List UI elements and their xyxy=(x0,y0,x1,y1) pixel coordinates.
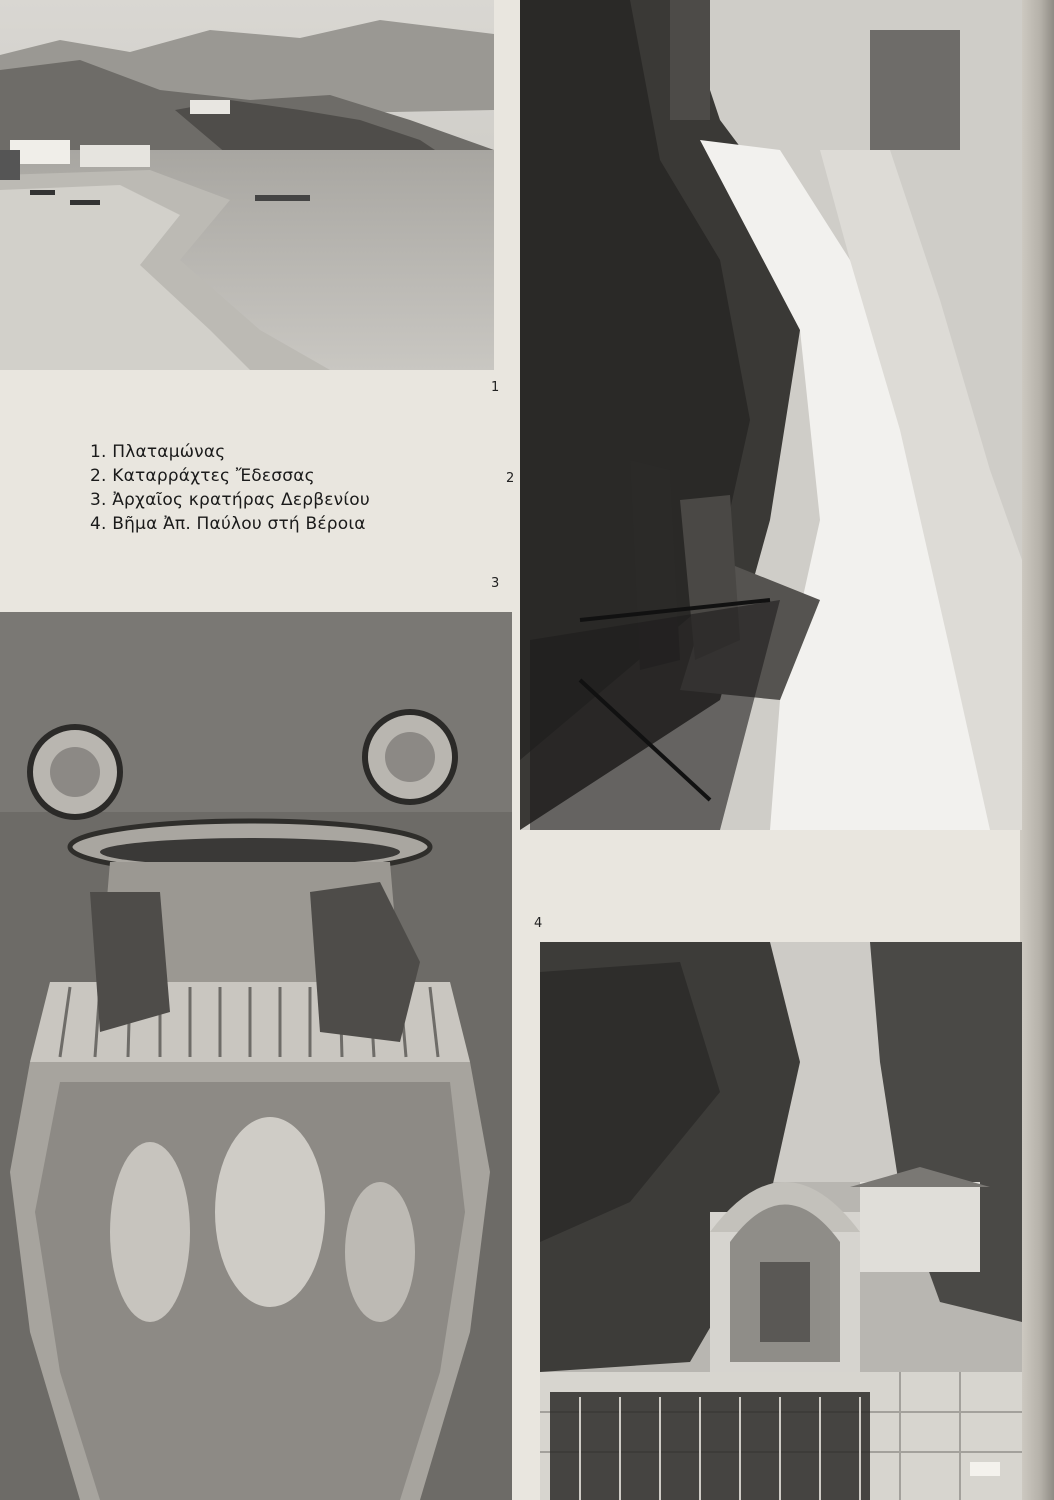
caption-4: 4. Βῆμα Ἀπ. Παύλου στή Βέροια xyxy=(90,514,366,534)
caption-3: 3. Ἀρχαῖος κρατήρας Δερβενίου xyxy=(90,490,370,510)
photo-number-1: 1 xyxy=(491,380,500,395)
caption-2: 2. Καταρράχτες Ἔδεσσας xyxy=(90,466,315,486)
photo-derveni-krater xyxy=(0,612,512,1500)
photo-number-2: 2 xyxy=(506,471,515,486)
caption-list xyxy=(90,440,370,536)
photo-platamonas xyxy=(0,0,494,370)
photo-bema-apostle-paul xyxy=(540,942,1022,1500)
caption-1: 1. Πλαταμώνας xyxy=(90,442,226,462)
photo-edessa-waterfalls xyxy=(520,0,1022,830)
photo-number-3: 3 xyxy=(491,576,500,591)
photo-number-4: 4 xyxy=(534,916,543,931)
page-edge xyxy=(1020,0,1054,1500)
